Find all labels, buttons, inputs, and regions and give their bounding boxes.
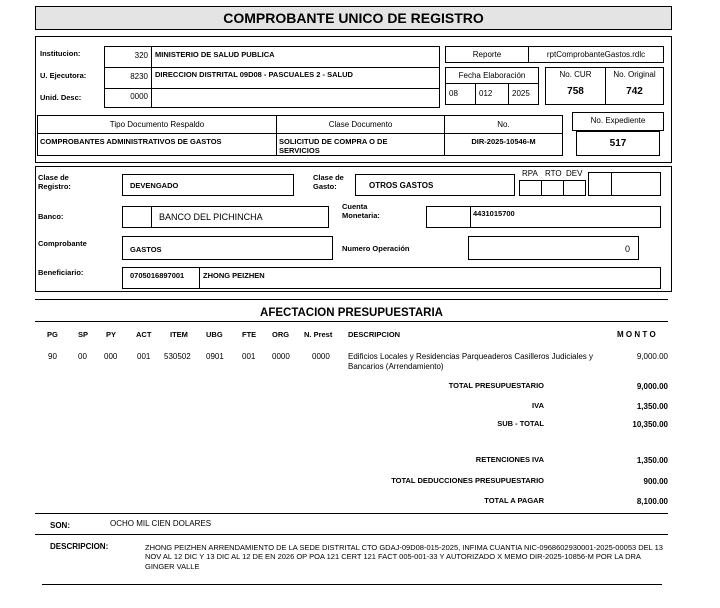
cell-py: 000 <box>104 352 118 361</box>
tipo-doc-label-box <box>37 115 277 134</box>
col-fte: FTE <box>242 330 257 339</box>
fecha-month: 012 <box>479 89 493 98</box>
cuenta-label: Cuenta Monetaria: <box>342 202 380 220</box>
fecha-label: Fecha Elaboración <box>458 71 526 80</box>
banco-value: BANCO DEL PICHINCHA <box>159 212 263 222</box>
dev-checkbox <box>563 180 586 196</box>
clase-doc-label: Clase Documento <box>328 120 393 129</box>
ejecutora-code-box <box>104 67 152 89</box>
unid-code-box <box>104 88 152 108</box>
cell-org: 0000 <box>272 352 290 361</box>
no-label: No. <box>497 120 510 129</box>
descripcion-label: DESCRIPCION: <box>50 542 109 551</box>
expediente-value: 517 <box>609 138 627 149</box>
original-label: No. Original <box>613 70 656 79</box>
retenciones-value: 1,350.00 <box>636 456 668 465</box>
cell-nprest: 0000 <box>312 352 330 361</box>
pagar-value: 8,100.00 <box>636 497 668 506</box>
beneficiario-label: Beneficiario: <box>38 268 84 277</box>
col-monto: M O N T O <box>617 330 656 339</box>
tipo-doc-value: COMPROBANTES ADMINISTRATIVOS DE GASTOS <box>40 137 222 146</box>
operacion-value: 0 <box>624 244 630 254</box>
ejecutora-code: 8230 <box>130 72 148 81</box>
rpa-checkbox <box>519 180 542 196</box>
institucion-code: 320 <box>134 51 148 60</box>
afectacion-top-line <box>35 299 668 300</box>
fecha-day-box <box>445 83 476 105</box>
clase-doc-label-box <box>276 115 445 134</box>
cell-act: 001 <box>137 352 151 361</box>
col-descripcion: DESCRIPCION <box>348 330 401 339</box>
page-title: COMPROBANTE UNICO DE REGISTRO <box>223 10 484 26</box>
cur-box <box>545 67 606 105</box>
afectacion-title: AFECTACION PRESUPUESTARIA <box>260 307 443 319</box>
bottom-line <box>42 584 662 585</box>
reporte-label-box <box>445 46 529 63</box>
beneficiario-name-box <box>199 267 661 289</box>
subtotal-label: SUB - TOTAL <box>497 419 544 428</box>
unid-code: 0000 <box>130 92 148 101</box>
rto-checkbox <box>541 180 564 196</box>
rto-label: RTO <box>545 169 562 178</box>
cell-sp: 00 <box>78 352 87 361</box>
iva-value: 1,350.00 <box>636 402 668 411</box>
deducciones-label: TOTAL DEDUCCIONES PRESUPUESTARIO <box>391 476 544 485</box>
institucion-name: MINISTERIO DE SALUD PUBLICA <box>155 50 275 59</box>
extra-box-1 <box>588 172 612 196</box>
expediente-label: No. Expediente <box>590 116 646 125</box>
cur-value: 758 <box>567 86 584 97</box>
total-presupuestario-label: TOTAL PRESUPUESTARIO <box>448 381 544 390</box>
no-value: DIR-2025-10546-M <box>471 137 536 146</box>
clase-gasto-label: Clase de Gasto: <box>313 173 344 191</box>
son-label: SON: <box>50 521 70 530</box>
son-value: OCHO MIL CIEN DOLARES <box>110 519 212 528</box>
col-nprest: N. Prest <box>304 330 333 339</box>
institucion-name-box <box>151 46 440 68</box>
ejecutora-label: U. Ejecutora: <box>40 71 87 80</box>
cuenta-value: 4431015700 <box>473 209 515 218</box>
col-act: ACT <box>136 330 152 339</box>
institucion-code-box <box>104 46 152 68</box>
beneficiario-name: ZHONG PEIZHEN <box>203 271 265 280</box>
clase-doc-value: SOLICITUD DE COMPRA O DE SERVICIOS <box>279 137 388 155</box>
son-bottom-line <box>35 534 668 535</box>
fecha-day: 08 <box>449 89 458 98</box>
no-label-box <box>444 115 563 134</box>
cell-fte: 001 <box>242 352 256 361</box>
banco-code-box <box>122 206 152 228</box>
cur-label: No. CUR <box>559 70 592 79</box>
col-pg: PG <box>47 330 58 339</box>
iva-label: IVA <box>532 401 544 410</box>
retenciones-label: RETENCIONES IVA <box>475 455 544 464</box>
cell-descripcion: Edificios Locales y Residencias Parqueaderos Casilleros Judiciales y Bancarios (Arrendamiento) <box>348 352 594 371</box>
comprobante-box <box>122 236 333 260</box>
cuenta-value-box <box>470 206 661 228</box>
clase-registro-label: Clase de Registro: <box>38 173 71 191</box>
fecha-year-box <box>508 83 539 105</box>
title-box <box>35 6 672 30</box>
fecha-year: 2025 <box>512 89 530 98</box>
comprobante-label: Comprobante <box>38 239 87 248</box>
col-sp: SP <box>78 330 89 339</box>
cell-ubg: 0901 <box>206 352 224 361</box>
reporte-value-box <box>528 46 664 63</box>
cell-item: 530502 <box>164 352 191 361</box>
clase-registro-box <box>122 174 294 196</box>
tipo-doc-value-box <box>37 133 277 156</box>
comprobante-value: GASTOS <box>130 245 162 254</box>
total-presupuestario-value: 9,000.00 <box>636 382 668 391</box>
original-box <box>605 67 664 105</box>
fecha-label-box <box>445 67 539 84</box>
unid-name-box <box>151 88 440 108</box>
reporte-value: rptComprobanteGastos.rdlc <box>546 50 646 59</box>
son-top-line <box>35 513 668 514</box>
original-value: 742 <box>626 86 643 97</box>
institucion-label: Institucion: <box>40 49 81 58</box>
expediente-value-box <box>576 131 660 156</box>
fecha-month-box <box>475 83 509 105</box>
pagar-label: TOTAL A PAGAR <box>484 496 544 505</box>
banco-label: Banco: <box>38 212 64 221</box>
subtotal-value: 10,350.00 <box>632 420 668 429</box>
tipo-doc-label: Tipo Documento Respaldo <box>109 120 205 129</box>
col-ubg: UBG <box>206 330 223 339</box>
ejecutora-name-box <box>151 67 440 89</box>
col-org: ORG <box>272 330 290 339</box>
beneficiario-id: 0705016897001 <box>130 271 185 280</box>
cell-pg: 90 <box>48 352 57 361</box>
unid-label: Unid. Desc: <box>40 93 82 102</box>
ejecutora-name: DIRECCION DISTRITAL 09D08 - PASCUALES 2 - SALUD <box>155 70 353 79</box>
col-item: ITEM <box>170 330 188 339</box>
clase-registro-value: DEVENGADO <box>130 181 179 190</box>
col-py: PY <box>106 330 117 339</box>
rpa-label: RPA <box>522 169 538 178</box>
descripcion-value: ZHONG PEIZHEN ARRENDAMIENTO DE LA SEDE DISTRITAL CTO GDAJ-09D08-015-2025, INFIMA CUANTIA NIC-0968602930001-2025-00053 DEL 13 NOV AL 12 DIC Y 13 DIC AL 12 DE EN 2026 OP POA 121 CERT 121 FACT 005-001-33 Y AUTORIZADO X MEMO DIR-2025-10856-M POR LA DRA GINGER VALLE <box>145 543 663 571</box>
extra-box-2 <box>611 172 661 196</box>
afectacion-header-line <box>35 321 668 322</box>
no-value-box <box>444 133 563 156</box>
deducciones-value: 900.00 <box>643 477 668 486</box>
expediente-box <box>572 112 664 131</box>
cell-monto: 9,000.00 <box>636 352 668 361</box>
banco-name-box <box>151 206 329 228</box>
cuenta-code-box <box>426 206 471 228</box>
clase-gasto-value: OTROS GASTOS <box>369 181 434 190</box>
operacion-label: Numero Operación <box>342 244 410 253</box>
operacion-box <box>468 236 639 260</box>
dev-label: DEV <box>566 169 583 178</box>
clase-gasto-box <box>355 174 515 196</box>
beneficiario-id-box <box>122 267 200 289</box>
clase-doc-value-box <box>276 133 445 156</box>
reporte-label: Reporte <box>472 50 502 59</box>
